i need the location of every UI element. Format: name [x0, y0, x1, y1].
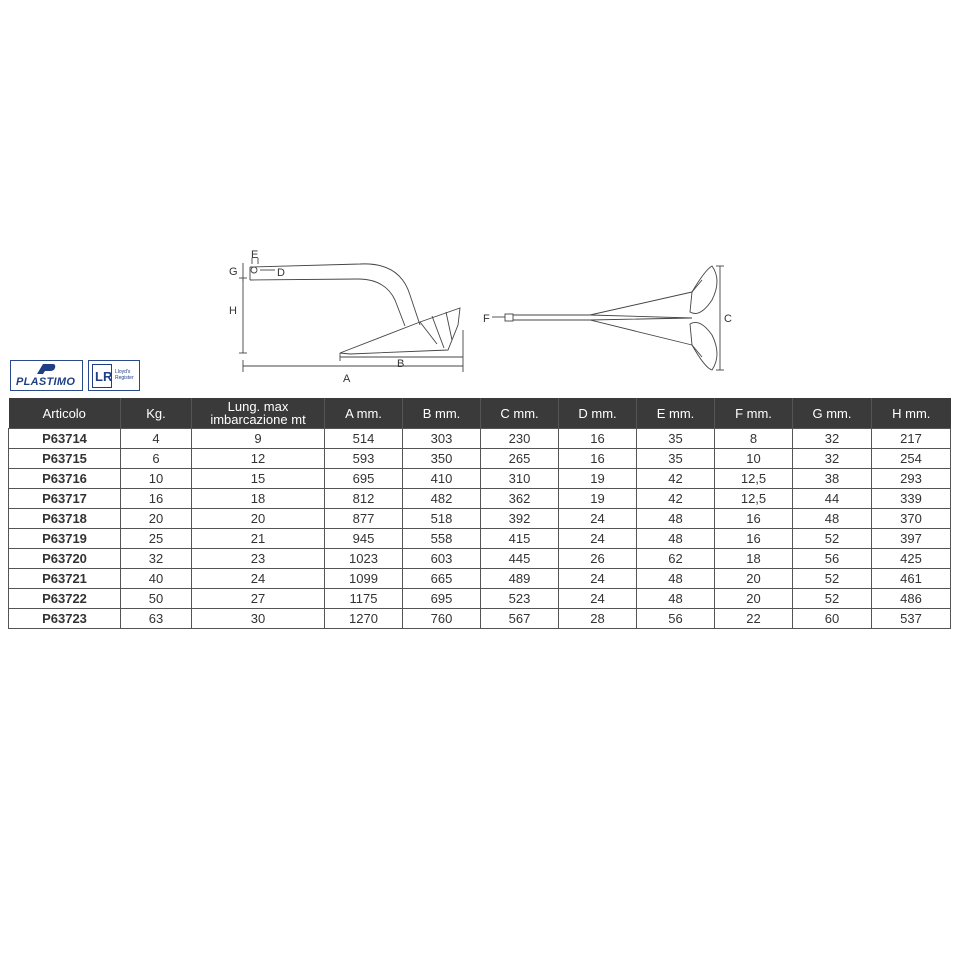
table-cell: 19: [559, 469, 637, 489]
table-cell: 25: [121, 529, 192, 549]
table-cell: 52: [793, 529, 872, 549]
table-cell: 8: [715, 429, 793, 449]
table-header-row: [9, 398, 951, 429]
table-cell: 695: [325, 469, 403, 489]
plastimo-wordmark: PLASTIMO: [16, 376, 76, 388]
table-cell: 4: [121, 429, 192, 449]
table-cell: 523: [481, 589, 559, 609]
table-cell: 567: [481, 609, 559, 629]
table-cell: 397: [872, 529, 951, 549]
article-code-cell: P63723: [9, 609, 121, 629]
plastimo-mark-icon: [35, 362, 57, 376]
header-e: E mm.: [637, 398, 715, 429]
table-cell: 6: [121, 449, 192, 469]
table-cell: 665: [403, 569, 481, 589]
table-cell: 22: [715, 609, 793, 629]
table-cell: 1023: [325, 549, 403, 569]
header-d: D mm.: [559, 398, 637, 429]
header-a: A mm.: [325, 398, 403, 429]
table-cell: 28: [559, 609, 637, 629]
table-cell: 593: [325, 449, 403, 469]
table-cell: 486: [872, 589, 951, 609]
table-cell: 265: [481, 449, 559, 469]
table-cell: 52: [793, 569, 872, 589]
label-b: B: [397, 358, 405, 370]
table-cell: 310: [481, 469, 559, 489]
table-cell: 518: [403, 509, 481, 529]
table-cell: 23: [192, 549, 325, 569]
table-row: [9, 549, 951, 569]
table-cell: 35: [637, 429, 715, 449]
header-b: B mm.: [403, 398, 481, 429]
table-row: [9, 609, 951, 629]
table-cell: 56: [637, 609, 715, 629]
table-cell: 489: [481, 569, 559, 589]
table-cell: 32: [793, 429, 872, 449]
table-cell: 16: [715, 509, 793, 529]
label-f: F: [483, 313, 490, 325]
table-cell: 16: [715, 529, 793, 549]
table-cell: 30: [192, 609, 325, 629]
table-cell: 44: [793, 489, 872, 509]
article-code-cell: P63720: [9, 549, 121, 569]
table-cell: 445: [481, 549, 559, 569]
table-cell: 24: [559, 529, 637, 549]
table-cell: 52: [793, 589, 872, 609]
label-g: G: [229, 266, 238, 278]
table-cell: 254: [872, 449, 951, 469]
table-cell: 303: [403, 429, 481, 449]
header-c: C mm.: [481, 398, 559, 429]
table-cell: 19: [559, 489, 637, 509]
lr-wordmark: Lloyd's Register: [115, 369, 134, 381]
table-cell: 48: [637, 509, 715, 529]
table-cell: 392: [481, 509, 559, 529]
table-cell: 603: [403, 549, 481, 569]
table-cell: 15: [192, 469, 325, 489]
anchor-spec-table: [8, 398, 951, 629]
header-kg: Kg.: [121, 398, 192, 429]
table-cell: 514: [325, 429, 403, 449]
table-cell: 9: [192, 429, 325, 449]
table-cell: 410: [403, 469, 481, 489]
table-cell: 1270: [325, 609, 403, 629]
table-cell: 24: [192, 569, 325, 589]
table-row: [9, 509, 951, 529]
table-cell: 24: [559, 569, 637, 589]
article-code-cell: P63715: [9, 449, 121, 469]
table-cell: 42: [637, 489, 715, 509]
table-cell: 12,5: [715, 489, 793, 509]
table-cell: 945: [325, 529, 403, 549]
table-cell: 18: [192, 489, 325, 509]
label-a: A: [343, 373, 351, 385]
table-cell: 812: [325, 489, 403, 509]
label-c: C: [724, 313, 732, 325]
table-cell: 16: [559, 429, 637, 449]
table-cell: 24: [559, 509, 637, 529]
table-cell: 425: [872, 549, 951, 569]
article-code-cell: P63714: [9, 429, 121, 449]
table-row: [9, 589, 951, 609]
table-cell: 21: [192, 529, 325, 549]
header-lung-max: Lung. max imbarcazione mt: [192, 398, 325, 429]
article-code-cell: P63722: [9, 589, 121, 609]
table-cell: 12,5: [715, 469, 793, 489]
article-code-cell: P63716: [9, 469, 121, 489]
table-cell: 877: [325, 509, 403, 529]
table-cell: 20: [192, 509, 325, 529]
table-cell: 62: [637, 549, 715, 569]
lloyds-register-logo: [88, 360, 140, 391]
table-cell: 230: [481, 429, 559, 449]
article-code-cell: P63717: [9, 489, 121, 509]
header-h: H mm.: [872, 398, 951, 429]
table-row: [9, 529, 951, 549]
article-code-cell: P63719: [9, 529, 121, 549]
article-code-cell: P63718: [9, 509, 121, 529]
table-cell: 48: [637, 529, 715, 549]
table-cell: 20: [715, 569, 793, 589]
article-code-cell: P63721: [9, 569, 121, 589]
header-g: G mm.: [793, 398, 872, 429]
lr-mark-icon: [92, 364, 112, 388]
label-d: D: [277, 267, 285, 279]
table-cell: 760: [403, 609, 481, 629]
table-cell: 42: [637, 469, 715, 489]
table-cell: 10: [121, 469, 192, 489]
table-cell: 27: [192, 589, 325, 609]
table-cell: 20: [715, 589, 793, 609]
header-f: F mm.: [715, 398, 793, 429]
table-cell: 12: [192, 449, 325, 469]
table-cell: 48: [793, 509, 872, 529]
table-cell: 38: [793, 469, 872, 489]
table-cell: 40: [121, 569, 192, 589]
table-cell: 370: [872, 509, 951, 529]
table-cell: 482: [403, 489, 481, 509]
table-cell: 10: [715, 449, 793, 469]
table-cell: 20: [121, 509, 192, 529]
anchor-side-view: [239, 258, 463, 372]
table-cell: 35: [637, 449, 715, 469]
table-cell: 63: [121, 609, 192, 629]
table-cell: 558: [403, 529, 481, 549]
table-cell: 415: [481, 529, 559, 549]
table-cell: 24: [559, 589, 637, 609]
svg-text:LR: LR: [95, 369, 112, 384]
anchor-top-view: [492, 266, 724, 370]
table-cell: 48: [637, 589, 715, 609]
table-cell: 50: [121, 589, 192, 609]
table-cell: 339: [872, 489, 951, 509]
table-cell: 18: [715, 549, 793, 569]
table-row: [9, 469, 951, 489]
table-cell: 16: [559, 449, 637, 469]
table-cell: 217: [872, 429, 951, 449]
table-row: [9, 489, 951, 509]
table-cell: 537: [872, 609, 951, 629]
table-cell: 695: [403, 589, 481, 609]
label-e: E: [251, 249, 259, 261]
table-row: [9, 569, 951, 589]
table-cell: 56: [793, 549, 872, 569]
table-cell: 32: [121, 549, 192, 569]
table-cell: 293: [872, 469, 951, 489]
plastimo-logo: [10, 360, 83, 391]
table-cell: 32: [793, 449, 872, 469]
table-cell: 26: [559, 549, 637, 569]
table-cell: 362: [481, 489, 559, 509]
label-h: H: [229, 305, 237, 317]
table-cell: 1175: [325, 589, 403, 609]
header-articolo: Articolo: [9, 398, 121, 429]
table-row: [9, 449, 951, 469]
table-cell: 461: [872, 569, 951, 589]
table-cell: 1099: [325, 569, 403, 589]
table-row: [9, 429, 951, 449]
table-cell: 16: [121, 489, 192, 509]
table-cell: 350: [403, 449, 481, 469]
table-cell: 60: [793, 609, 872, 629]
table-cell: 48: [637, 569, 715, 589]
anchor-diagram: [0, 0, 960, 400]
